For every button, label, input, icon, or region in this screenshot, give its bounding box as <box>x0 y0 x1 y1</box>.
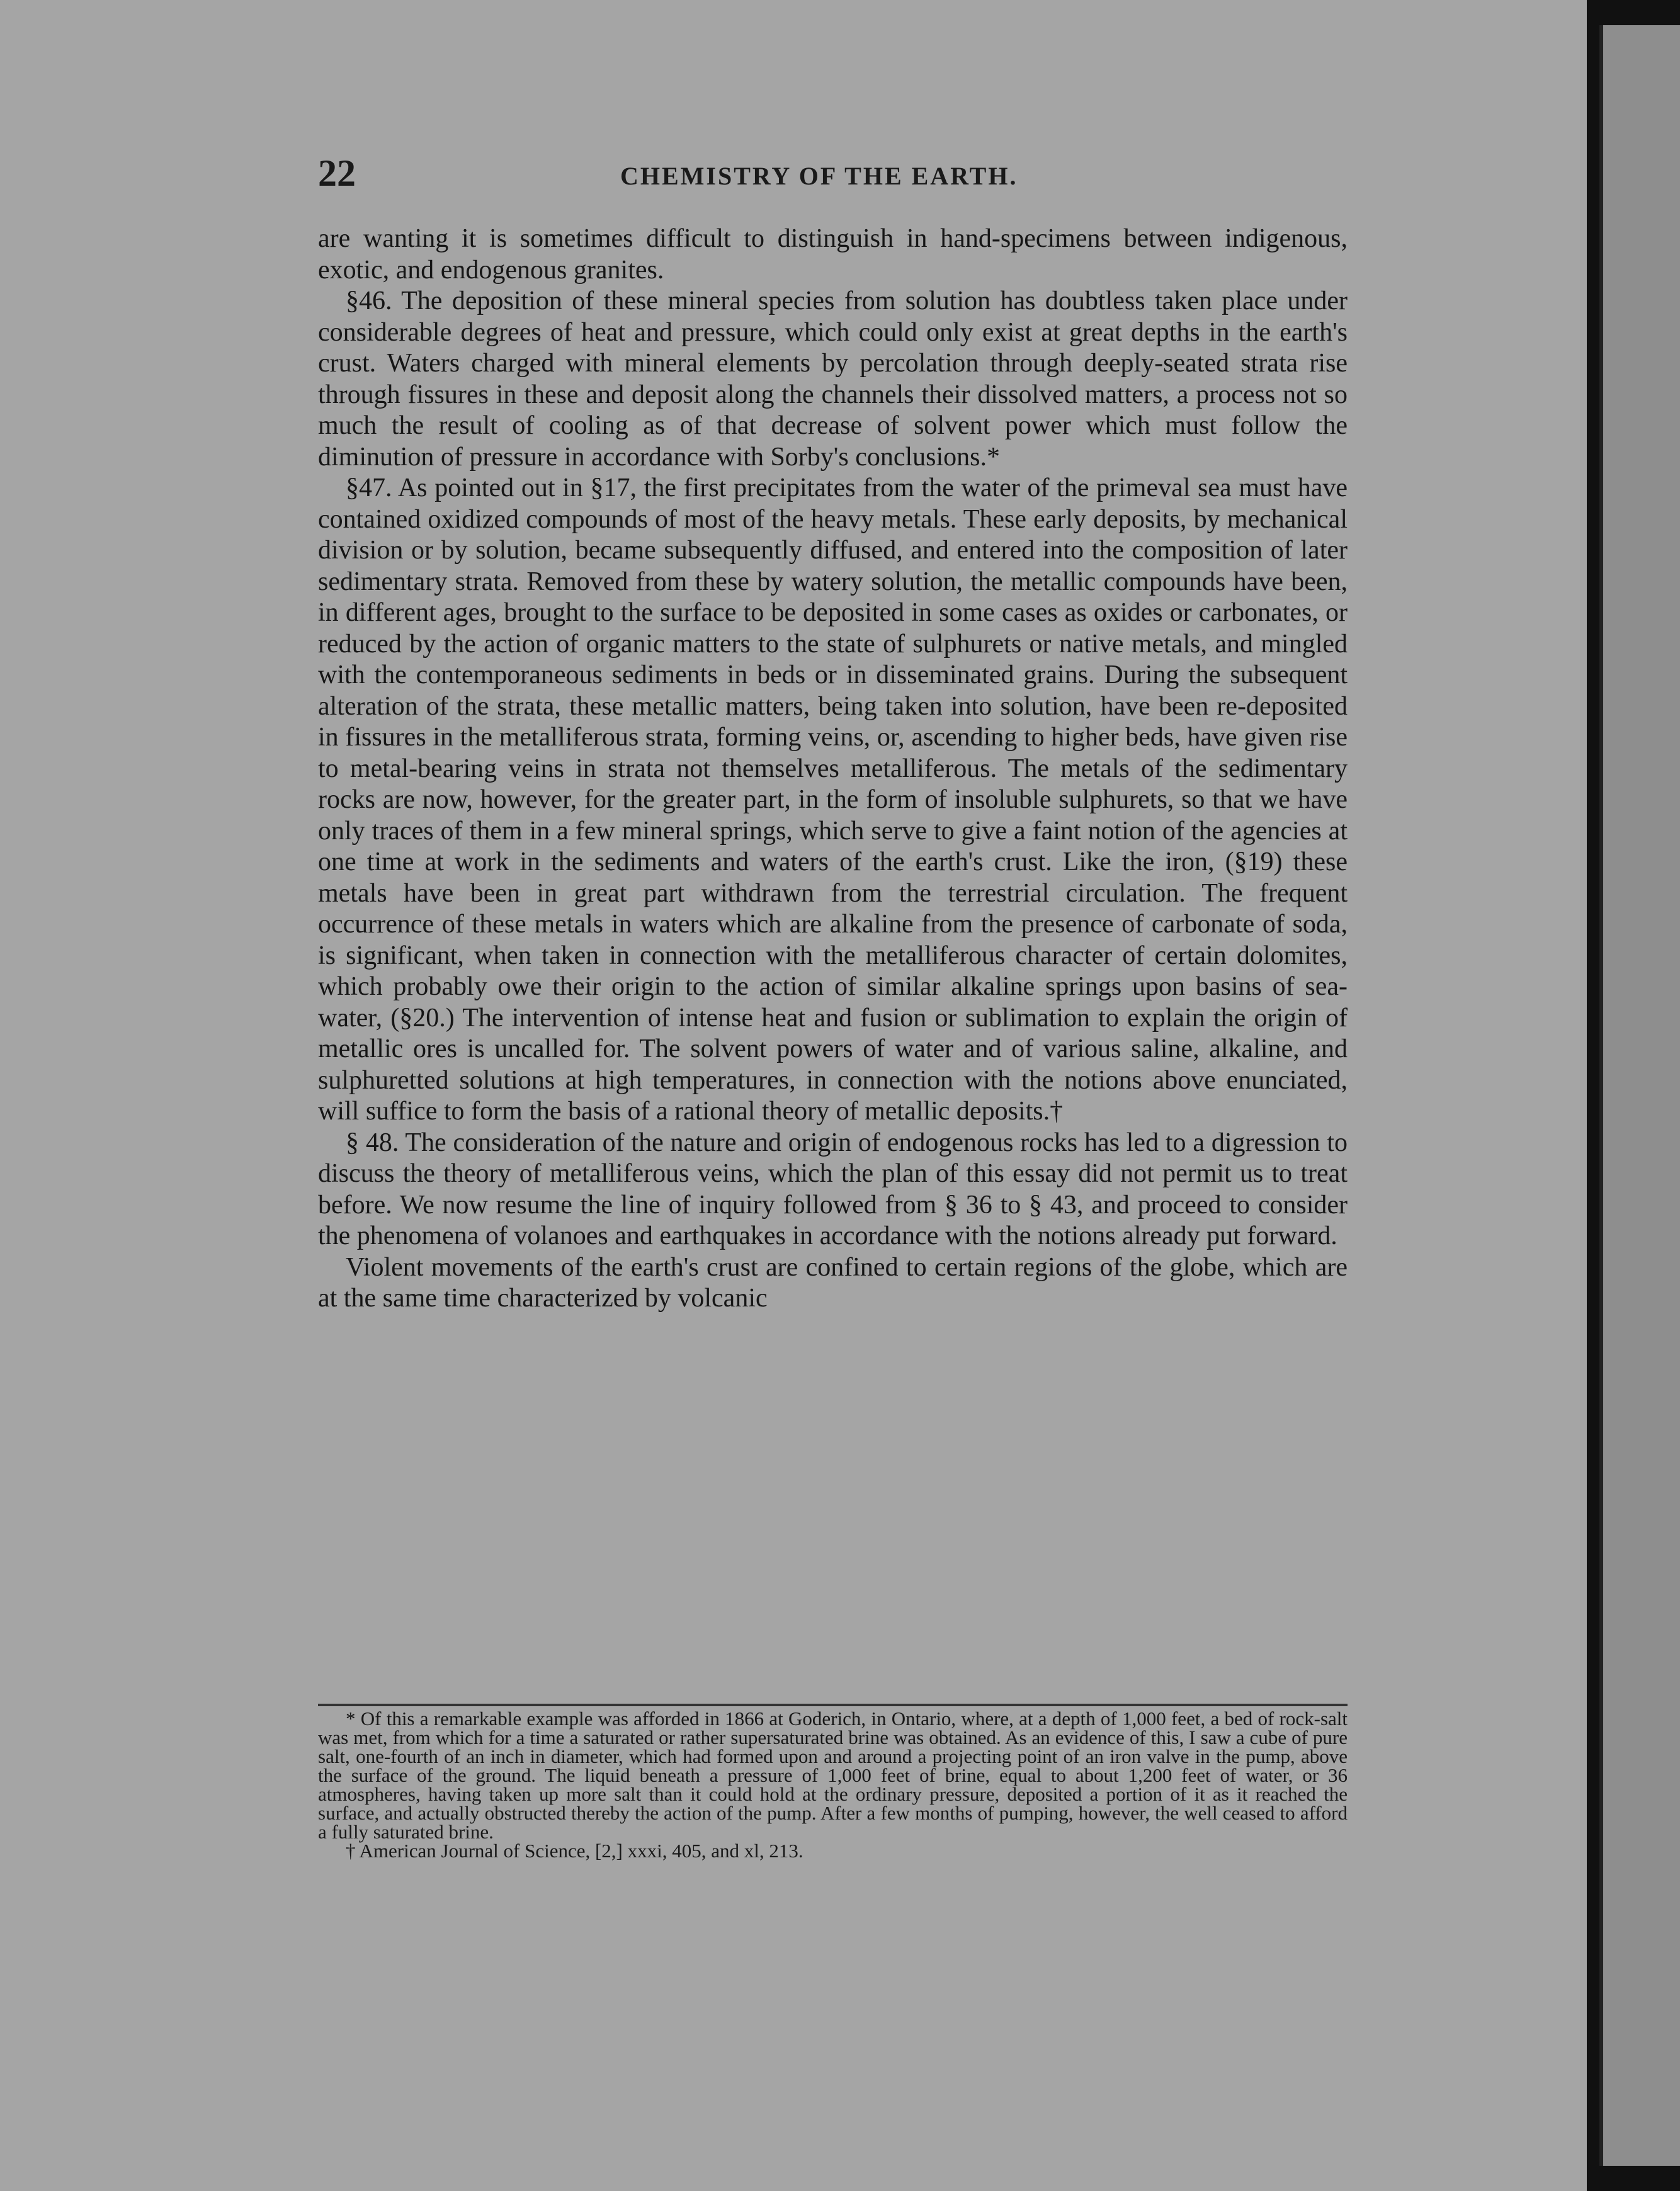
page-header <box>318 151 1351 195</box>
adjacent-page-edge <box>1599 25 1680 2166</box>
footnotes <box>318 1709 1348 1860</box>
page-number: 22 <box>318 152 356 194</box>
running-title: CHEMISTRY OF THE EARTH. <box>620 162 1018 190</box>
footnote-dagger: † American Journal of Science, [2,] xxxi, 405, and xl, 213. <box>346 1840 803 1862</box>
paragraph-section-47: §47. As pointed out in §17, the first precipitates from the water of the primeval sea must have contained oxidized compounds of most of the heavy metals. These early deposits, by mechanical division or by solution, became subsequently diffused, and entered into the composition of later sedimentary strata. Removed from these by watery solution, the metallic compounds have been, in different ages, brought to the surface to be deposited in some cases as oxides or carbonates, or reduced by the action of organic matters to the state of sulphurets or native metals, and mingled with the contemporaneous sediments in beds or in disseminated grains. During the subsequent alteration of the strata, these metallic matters, being taken into solution, have been re-deposited in fissures in the metalliferous strata, forming veins, or, ascending to higher beds, have given rise to metal-bearing veins in strata not themselves metalliferous. The metals of the sedimentary rocks are now, however, for the greater part, in the form of insoluble sulphurets, so that we have only traces of them in a few mineral springs, which serve to give a faint notion of the agencies at one time at work in the sediments and waters of the earth's crust. Like the iron, (§19) these metals have been in great part withdrawn from the terrestrial circulation. The frequent occurrence of these metals in waters which are alkaline from the presence of carbonate of soda, is significant, when taken in connection with the metalliferous character of certain dolomites, which probably owe their origin to the action of similar alkaline springs upon basins of sea-water, (§20.) The intervention of intense heat and fusion or sublimation to explain the origin of metallic ores is uncalled for. The solvent powers of water and of various saline, alkaline, and sulphuretted solutions at high temperatures, in connection with the notions above enunciated, will suffice to form the basis of a rational theory of metallic deposits.† <box>318 473 1348 1126</box>
body-text <box>318 224 1348 1315</box>
paragraph-continuation: are wanting it is sometimes difficult to distinguish in hand-specimens between indigenous, exotic, and endogenous granites. <box>318 224 1348 285</box>
paragraph-section-46: §46. The deposition of these mineral species from solution has doubtless taken place under considerable degrees of heat and pressure, which could only exist at great depths in the earth's crust. Waters charged with mineral elements by percolation through deeply-seated strata rise through fissures in these and deposit along the channels their dissolved matters, a process not so much the result of cooling as of that decrease of solvent power which must follow the diminution of pressure in accordance with Sorby's conclusions.* <box>318 286 1348 472</box>
paragraph-section-48: § 48. The consideration of the nature and origin of endogenous rocks has led to a digression to discuss the theory of metalliferous veins, which the plan of this essay did not permit us to treat before. We now resume the line of inquiry followed from § 36 to § 43, and proceed to consider the phenomena of volanoes and earthquakes in accordance with the notions already put forward. <box>318 1128 1348 1250</box>
paragraph-violent-movements: Violent movements of the earth's crust are confined to certain regions of the globe, which are at the same time characterized by volcanic <box>318 1252 1348 1313</box>
footnote-asterisk: * Of this a remarkable example was afforded in 1866 at Goderich, in Ontario, where, at a depth of 1,000 feet, a bed of rock-salt was met, from which for a time a saturated or rather supersaturated brine was obtained. As an evidence of this, I saw a cube of pure salt, one-fourth of an inch in diameter, which had formed upon and around a projecting point of an iron valve in the pump, above the surface of the ground. The liquid beneath a pressure of 1,000 feet of brine, equal to about 1,200 feet of water, or 36 atmospheres, having taken up more salt than it could hold at the ordinary pressure, deposited a portion of it as it reached the surface, and actually obstructed thereby the action of the pump. After a few months of pumping, however, the well ceased to afford a fully saturated brine. <box>318 1707 1348 1843</box>
footnote-divider <box>318 1704 1348 1706</box>
